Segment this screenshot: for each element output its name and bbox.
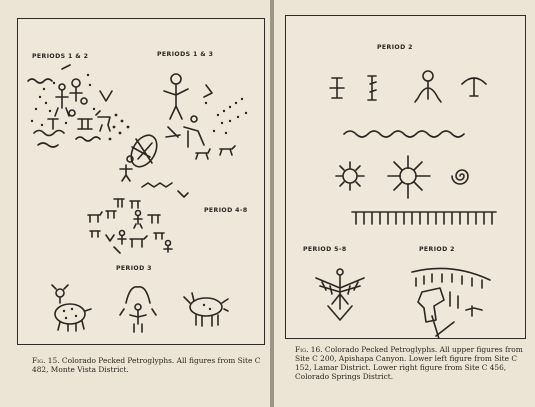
petroglyph-cluster-period-3: [52, 285, 228, 332]
petroglyph-cluster-period-2-lower: [412, 268, 490, 338]
figure-16-frame: [285, 15, 526, 339]
petroglyph-cluster-period-5-8: [316, 269, 364, 320]
petroglyph-drawings-fig15: [18, 19, 264, 344]
label-period-4-8: PERIOD 4-8: [204, 207, 248, 214]
figure-15-frame: [17, 18, 265, 345]
figure-16-number: Fig. 16.: [295, 345, 323, 354]
petroglyph-cluster-periods-1-3: [109, 74, 248, 181]
petroglyph-cluster-period-2-upper: [330, 71, 496, 224]
label-periods-1-3: PERIODS 1 & 3: [157, 51, 214, 58]
right-page: [274, 0, 535, 407]
figure-15-caption-text: Colorado Pecked Petroglyphs. All figures from Site C 482, Monte Vista District.: [32, 356, 261, 374]
label-period-5-8: PERIOD 5-8: [303, 246, 347, 253]
figure-15-number: Fig. 15.: [32, 356, 60, 365]
label-period-3: PERIOD 3: [116, 265, 152, 272]
figure-16-caption: [295, 345, 523, 381]
label-period-2-top: PERIOD 2: [377, 44, 413, 51]
figure-15-caption: [32, 356, 262, 374]
label-period-2-bottom: PERIOD 2: [419, 246, 455, 253]
petroglyph-cluster-periods-1-2: [28, 65, 112, 147]
label-periods-1-2: PERIODS 1 & 2: [32, 53, 89, 60]
figure-16-caption-text: Colorado Pecked Petroglyphs. All upper figures from Site C 200, Apishapa Canyon. Lower left figure from Site C 152, Lamar District. Lower right figure from Site C 456, Colorado Springs District.: [295, 345, 523, 381]
petroglyph-drawings-fig16: [286, 16, 525, 338]
petroglyph-cluster-period-4-8: [88, 183, 188, 253]
